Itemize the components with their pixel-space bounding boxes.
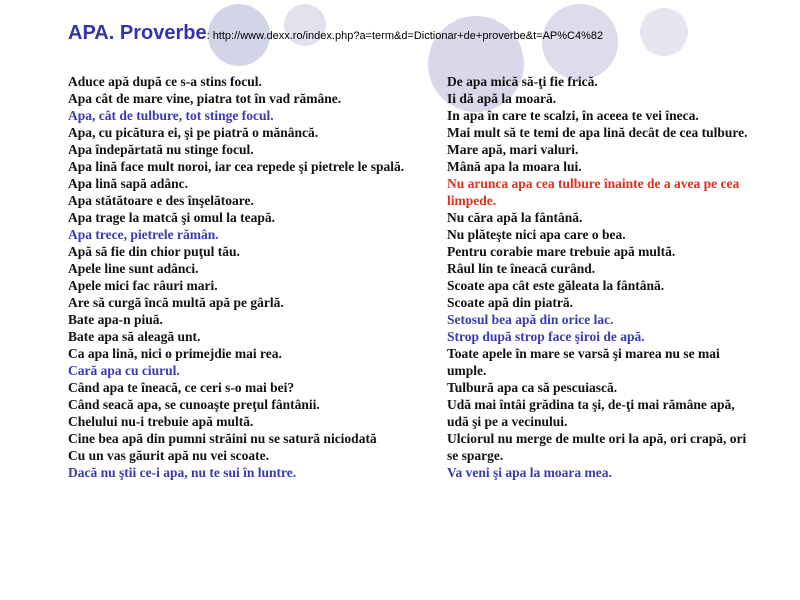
- source-url: : http://www.dexx.ro/index.php?a=term&d=Dictionar+de+proverbe&t=AP%C4%82: [206, 30, 604, 42]
- proverb-item: Apa îndepărtată nu stinge focul.: [68, 142, 254, 157]
- proverb-item: Cine bea apă din pumni străini nu se satură niciodată: [68, 431, 377, 446]
- proverb-item: Apa trage la matcă şi omul la teapă.: [68, 210, 275, 225]
- proverb-item: Nu căra apă la fântână.: [447, 210, 583, 225]
- proverb-item: Râul lin te îneacă curând.: [447, 261, 596, 276]
- title-line: [68, 22, 768, 45]
- proverb-item: Are să curgă încă multă apă pe gârlă.: [68, 295, 284, 310]
- proverb-item: Mână apa la moara lui.: [447, 159, 582, 174]
- proverb-item: Mai mult să te temi de apa lină decât de cea tulbure.: [447, 125, 748, 140]
- proverb-item: Apa trece, pietrele rămân.: [68, 227, 219, 242]
- proverb-item: Setosul bea apă din orice lac.: [447, 312, 614, 327]
- proverb-item: Ulciorul nu merge de multe ori la apă, ori crapă, ori se sparge.: [447, 431, 747, 463]
- proverb-item: Apa, cu picătura ei, şi pe piatră o mănâncă.: [68, 125, 319, 140]
- proverb-item: Apele mici fac râuri mari.: [68, 278, 218, 293]
- proverb-item: Apa stătătoare e des înşelătoare.: [68, 193, 254, 208]
- proverb-item: Pentru corabie mare trebuie apă multă.: [447, 244, 676, 259]
- proverb-item: Nu arunca apa cea tulbure înainte de a avea pe cea limpede.: [447, 176, 740, 208]
- proverb-item: Udă mai întâi grădina ta şi, de-ţi mai rămâne apă, udă şi pe a vecinului.: [447, 397, 735, 429]
- proverb-item: Strop după strop face şiroi de apă.: [447, 329, 645, 344]
- proverb-item: In apa în care te scalzi, în aceea te vei îneca.: [447, 108, 699, 123]
- proverb-item: Când seacă apa, se cunoaşte preţul fântânii.: [68, 397, 320, 412]
- proverb-item: Apa cât de mare vine, piatra tot în vad rămâne.: [68, 91, 342, 106]
- proverb-item: Apă să fie din chior puţul tău.: [68, 244, 240, 259]
- proverb-item: Scoate apa cât este găleata la fântână.: [447, 278, 665, 293]
- proverb-item: Mare apă, mari valuri.: [447, 142, 579, 157]
- proverb-item: Nu plăteşte nici apa care o bea.: [447, 227, 626, 242]
- proverb-item: Aduce apă după ce s-a stins focul.: [68, 74, 262, 89]
- page-title: APA. Proverbe: [68, 22, 207, 44]
- proverb-item: Va veni şi apa la moara mea.: [447, 465, 612, 480]
- proverb-list-right: [447, 73, 759, 481]
- proverb-list-left: [68, 73, 432, 481]
- proverb-item: Apa lină face mult noroi, iar cea repede şi pietrele le spală.: [68, 159, 405, 174]
- proverb-item: Toate apele în mare se varsă şi marea nu se mai umple.: [447, 346, 720, 378]
- proverb-item: De apa mică să-ţi fie frică.: [447, 74, 598, 89]
- proverb-item: Ca apa lină, nici o primejdie mai rea.: [68, 346, 282, 361]
- proverb-item: Cară apa cu ciurul.: [68, 363, 180, 378]
- proverb-item: Scoate apă din piatră.: [447, 295, 574, 310]
- proverb-item: Bate apa-n piuă.: [68, 312, 163, 327]
- proverb-item: Apa, cât de tulbure, tot stinge focul.: [68, 108, 274, 123]
- proverb-item: Când apa te îneacă, ce ceri s-o mai bei?: [68, 380, 295, 395]
- proverb-item: Bate apa să aleagă unt.: [68, 329, 201, 344]
- proverb-item: Ii dă apă la moară.: [447, 91, 557, 106]
- proverb-item: Cu un vas găurit apă nu vei scoate.: [68, 448, 270, 463]
- proverb-item: Apa lină sapă adânc.: [68, 176, 189, 191]
- proverb-item: Dacă nu ştii ce-i apa, nu te sui în luntre.: [68, 465, 297, 480]
- proverb-item: Apele line sunt adânci.: [68, 261, 199, 276]
- proverb-item: Tulbură apa ca să pescuiască.: [447, 380, 618, 395]
- proverb-item: Chelului nu-i trebuie apă multă.: [68, 414, 254, 429]
